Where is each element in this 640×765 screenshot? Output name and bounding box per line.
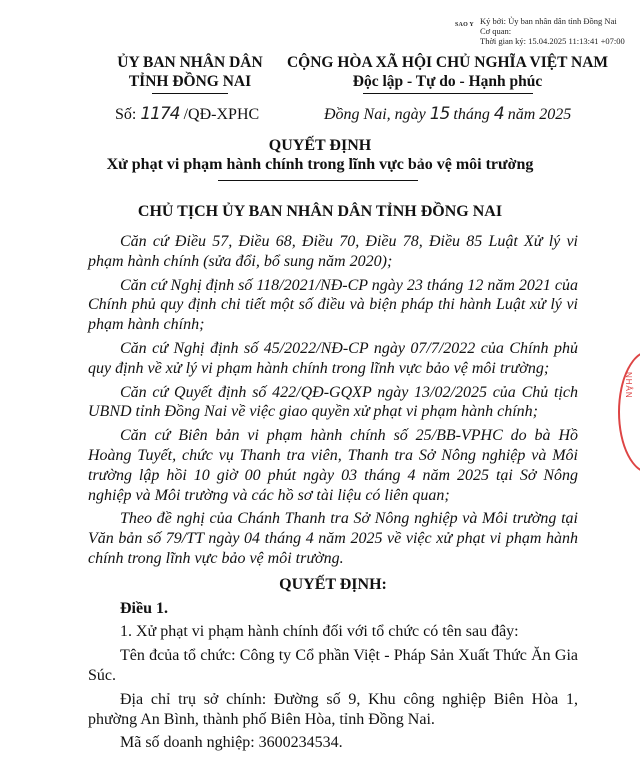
issuing-authority (105, 53, 275, 94)
national-motto: Độc lập - Tự do - Hạnh phúc (352, 73, 543, 90)
business-code: Mã số doanh nghiệp: 3600234534. (120, 734, 343, 752)
article-1-heading: Điều 1. (120, 599, 168, 617)
document-date (324, 104, 571, 124)
national-title-line-1: CỘNG HÒA XÃ HỘI CHỦ NGHĨA VIỆT NAM (286, 54, 609, 71)
handwritten-month: 4 (493, 104, 504, 124)
authority-line-1: ỦY BAN NHÂN DÂN (117, 54, 263, 71)
motto-underline (363, 93, 533, 94)
legal-basis-6: Theo đề nghị của Chánh Thanh tra Sở Nông nghiệp và Môi trường tại Văn bản số 79/TT ngày 04 tháng 4 năm 2025 về việc xử phạt vi phạm hành chính trong lĩnh vực bảo vệ môi trường. (88, 510, 578, 567)
signature-signer: Ký bởi: Ủy ban nhân dân tỉnh Đồng Nai (480, 16, 617, 26)
legal-basis-2: Căn cứ Nghị định số 118/2021/NĐ-CP ngày 23 tháng 12 năm 2021 của Chính phủ quy định chi tiết một số điều và biện pháp thi hành Luật xử lý vi phạm hành chính; (88, 276, 578, 334)
document-number (115, 104, 259, 124)
number-prefix: Số: (115, 106, 141, 123)
decide-heading: QUYẾT ĐỊNH: (279, 575, 387, 593)
digital-signature-block (455, 16, 625, 46)
organization-name: Tên đcủa tổ chức: Công ty Cổ phần Việt - Pháp Sản Xuất Thức Ăn Gia Súc. (88, 647, 578, 684)
authority-line-2: TỈNH ĐỒNG NAI (128, 73, 252, 90)
authority-heading: CHỦ TỊCH ỦY BAN NHÂN DÂN TỈNH ĐỒNG NAI (137, 203, 503, 220)
signature-time: Thời gian ký: 15.04.2025 11:13:41 +07:00 (480, 36, 625, 46)
legal-basis-5: Căn cứ Biên bản vi phạm hành chính số 25/BB-VPHC do bà Hồ Hoàng Tuyết, chức vụ Thanh tra viên, Thanh tra Sở Nông nghiệp và Môi trường lập hồi 10 giờ 00 phút ngày 03 tháng 4 năm 2025 tại Sở Nông nghiệp và Môi trường và các hồ sơ tài liệu có liên quan; (88, 427, 578, 504)
date-prefix: Đồng Nai, ngày (324, 106, 430, 123)
date-suffix: năm 2025 (503, 106, 572, 123)
number-suffix: /QĐ-XPHC (179, 106, 260, 123)
legal-basis-1: Căn cứ Điều 57, Điều 68, Điều 70, Điều 78, Điều 85 Luật Xử lý vi phạm hành chính (sửa đổi, bổ sung năm 2020); (88, 233, 578, 270)
document-body (88, 232, 578, 757)
authority-underline (152, 93, 228, 94)
signature-agency: Cơ quan: (480, 26, 512, 36)
legal-basis-3: Căn cứ Nghị định số 45/2022/NĐ-CP ngày 07/7/2022 của Chính phủ quy định về xử lý vi phạm hành chính trong lĩnh vực bảo vệ môi trường; (88, 339, 578, 377)
decision-title: QUYẾT ĐỊNH (268, 137, 372, 154)
national-title (275, 53, 620, 94)
decision-subtitle: Xử phạt vi phạm hành chính trong lĩnh vực bảo vệ môi trường (106, 156, 534, 173)
stamp-text: NHÂN (624, 372, 633, 399)
organization-address: Địa chỉ trụ sở chính: Đường số 9, Khu công nghiệp Biên Hòa 1, phường An Bình, thành phố Biên Hòa, tỉnh Đồng Nai. (88, 690, 578, 728)
handwritten-day: 15 (429, 104, 450, 124)
legal-basis-4: Căn cứ Quyết định số 422/QĐ-GQXP ngày 13/02/2025 của Chủ tịch UBND tỉnh Đồng Nai về việc giao quyền xử phạt vi phạm hành chính; (88, 383, 578, 421)
red-seal-stamp (618, 350, 640, 474)
handwritten-number: 1174 (140, 104, 180, 124)
date-mid: tháng (449, 106, 494, 123)
subtitle-divider (218, 180, 418, 181)
signature-tag: SAO Y (455, 22, 474, 28)
clause-1: 1. Xử phạt vi phạm hành chính đối với tổ chức có tên sau đây: (120, 623, 519, 641)
